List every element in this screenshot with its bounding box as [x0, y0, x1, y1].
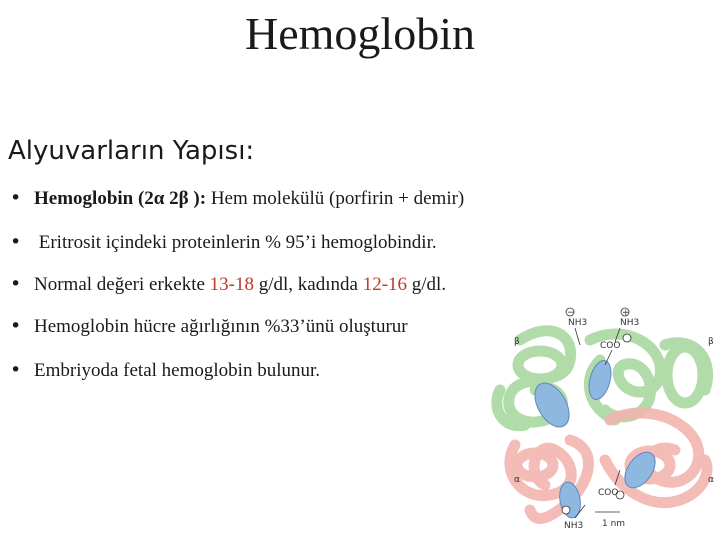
bullet-fetal-hemoglobin: [10, 358, 320, 383]
bullet-marker: •: [10, 187, 22, 209]
bullet-text: Normal değeri erkekte: [34, 274, 210, 295]
bullet-text: Hemoglobin hücre ağırlığının %33’ünü oluşturur: [34, 316, 408, 337]
bullet-marker: •: [10, 359, 22, 381]
bullet-marker: •: [10, 231, 22, 253]
slide-subtitle: Alyuvarların Yapısı:: [8, 136, 255, 166]
hemoglobin-structure-figure: [480, 300, 720, 540]
bullet-marker: •: [10, 273, 22, 295]
coo-label-top: COO: [600, 341, 621, 351]
nh3-label-top-left: NH3: [568, 318, 588, 328]
bullet-text: g/dl.: [407, 274, 447, 295]
hemoglobin-structure-illustration: [480, 300, 720, 540]
bullet-normal-values: [10, 272, 446, 297]
bullet-text: Eritrosit içindeki proteinlerin % 95’i hemoglobindir.: [34, 232, 437, 253]
bullet-hemoglobin-composition: [10, 186, 464, 211]
bullet-erythrocyte-protein: [10, 230, 437, 255]
bullet-marker: •: [10, 315, 22, 337]
beta-label-left: β: [514, 337, 520, 347]
charge-plus-label: +: [622, 308, 630, 318]
nh3-label-bottom: NH3: [564, 521, 584, 531]
nh3-label-top-right: NH3: [620, 318, 640, 328]
bullet-cell-weight: [10, 314, 408, 339]
beta-label-right: β: [708, 337, 714, 347]
scale-label: 1 nm: [602, 519, 626, 529]
bullet-text: g/dl, kadında: [254, 274, 363, 295]
bullet-text: Hem molekülü (porfirin + demir): [206, 188, 465, 209]
alpha-chain-right: [605, 413, 707, 503]
charge-minus-label: −: [567, 308, 575, 318]
male-range-value: 13-18: [209, 274, 254, 295]
slide-title: Hemoglobin: [245, 8, 475, 59]
alpha-label-left: α: [514, 475, 520, 485]
bullet-text: Embriyoda fetal hemoglobin bulunur.: [34, 360, 321, 381]
coo-label-bottom: COO: [598, 488, 619, 498]
female-range-value: 12-16: [362, 274, 408, 295]
alpha-label-right: α: [708, 475, 714, 485]
bullet-bold-text: Hemoglobin (2α 2β ):: [34, 188, 207, 209]
